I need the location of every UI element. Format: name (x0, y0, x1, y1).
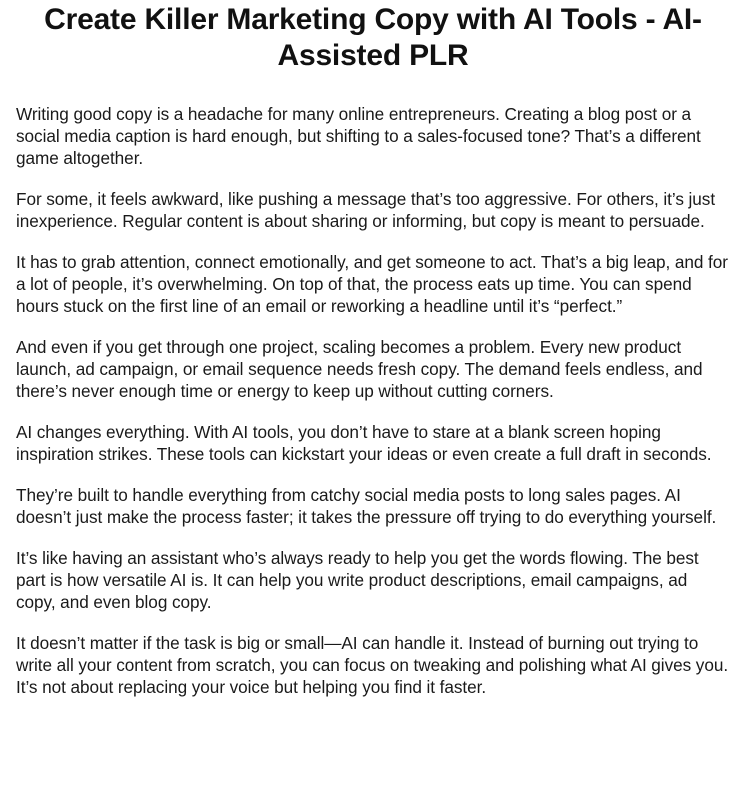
body-paragraph: It’s like having an assistant who’s always ready to help you get the words flowing. The best part is how versatile AI is. It can help you write product descriptions, email campaigns, ad copy, and even blog copy. (16, 548, 699, 612)
body-paragraph: Writing good copy is a headache for many online entrepreneurs. Creating a blog post or a social media caption is hard enough, but shifting to a sales-focused tone? That’s a different game altogether. (16, 104, 701, 168)
article-body (16, 103, 730, 698)
body-paragraph: It doesn’t matter if the task is big or small—AI can handle it. Instead of burning out trying to write all your content from scratch, you can focus on tweaking and polishing what AI gives you. It’s not about replacing your voice but helping you find it faster. (16, 633, 729, 697)
body-paragraph: They’re built to handle everything from catchy social media posts to long sales pages. AI doesn’t just make the process faster; it takes the pressure off trying to do everything yourself. (16, 485, 717, 527)
body-paragraph: And even if you get through one project, scaling becomes a problem. Every new product launch, ad campaign, or email sequence needs fresh copy. The demand feels endless, and there’s never enough time or energy to keep up without cutting corners. (16, 337, 703, 401)
page-title: Create Killer Marketing Copy with AI Tools - AI-Assisted PLR (44, 3, 702, 72)
body-paragraph: For some, it feels awkward, like pushing a message that’s too aggressive. For others, it’s just inexperience. Regular content is about sharing or informing, but copy is meant to persuade. (16, 189, 716, 231)
body-paragraph: It has to grab attention, connect emotionally, and get someone to act. That’s a big leap, and for a lot of people, it’s overwhelming. On top of that, the process eats up time. You can spend hours stuck on the first line of an email or reworking a headline until it’s “perfect.” (16, 252, 728, 316)
body-paragraph: AI changes everything. With AI tools, you don’t have to stare at a blank screen hoping inspiration strikes. These tools can kickstart your ideas or even create a full draft in seconds. (16, 422, 712, 464)
